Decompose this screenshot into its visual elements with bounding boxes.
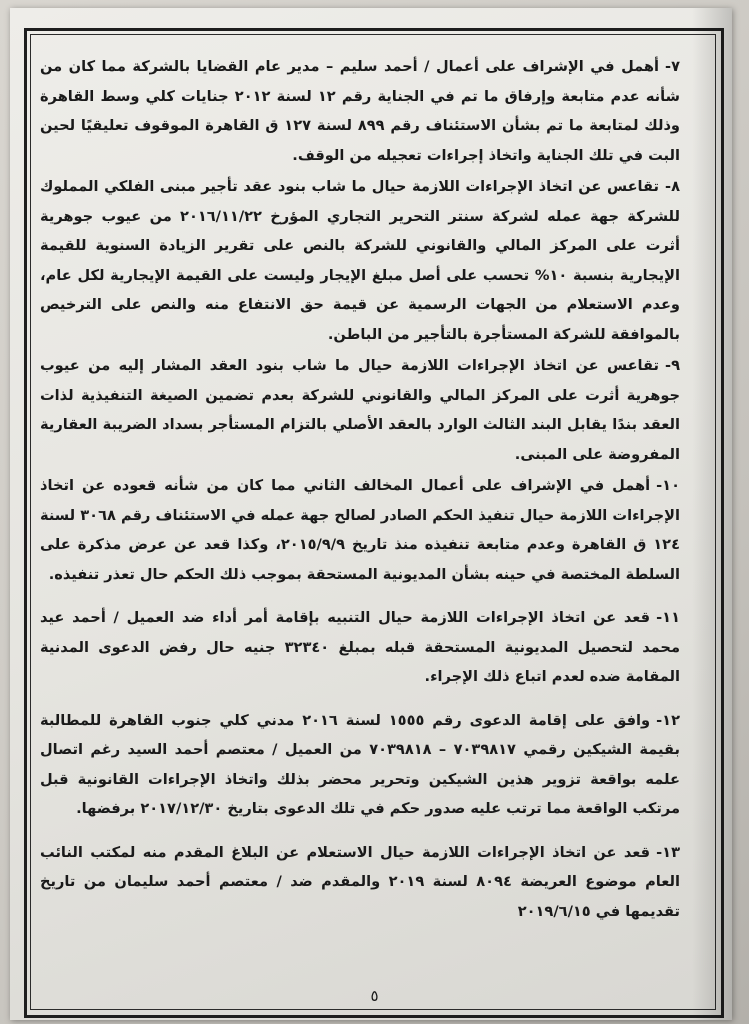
item-number: ١٠- xyxy=(656,477,680,494)
list-item-9 xyxy=(40,351,680,469)
item-text: أهمل في الإشراف على أعمال المخالف الثاني مما كان من شأنه قعوده عن اتخاذ الإجراءات اللازمة حيال تنفيذ الحكم الصادر لصالح جهة عمله في الاستئناف رقم ٣٠٦٨ لسنة ١٢٤ ق القاهرة وعدم متابعة تنفيذه منذ تاريخ ٢٠١٥/٩/٩، وكذا قعد عن عرض مذكرة على السلطة المختصة في حينه بشأن المديونية المستحقة بموجب ذلك الحكم حال تعذر تنفيذه. xyxy=(40,477,681,583)
item-text: قعد عن اتخاذ الإجراءات اللازمة حيال التنبيه بإقامة أمر أداء ضد العميل / أحمد عيد محمد لتحصيل المديونية المستحقة قبله بمبلغ ٣٢٣٤٠ جنيه حال رفض الدعوى المدنية المقامة ضده لعدم اتباع ذلك الإجراء. xyxy=(40,609,680,685)
list-item-13 xyxy=(40,838,680,927)
list-item-8 xyxy=(40,172,680,349)
list-item-11 xyxy=(40,603,680,692)
list-item-7 xyxy=(40,52,680,170)
item-number: ٨- xyxy=(665,178,680,195)
item-text: تقاعس عن اتخاذ الإجراءات اللازمة حيال ما شاب بنود عقد تأجير مبنى الفلكي المملوك للشركة جهة عمله لشركة سنتر التحرير التجاري المؤرخ ٢٠١٦/١١/٢٢ من عيوب جوهرية أثرت على المركز المالي والقانوني للشركة بالنص على تقرير الزيادة السنوية للقيمة الإيجارية بنسبة ١٠% تحسب على أصل مبلغ الإيجار وليست على القيمة الإيجارية لكل عام، وعدم الاستعلام من الجهات الرسمية عن قيمة حق الانتفاع منه والنص على الترخيص بالموافقة للشركة المستأجرة بالتأجير من الباطن. xyxy=(40,178,680,343)
item-text: قعد عن اتخاذ الإجراءات اللازمة حيال الاستعلام عن البلاغ المقدم منه لمكتب النائب العام موضوع العريضة ٨٠٩٤ لسنة ٢٠١٩ والمقدم ضد / معتصم أحمد سليمان من تاريخ تقديمها في ٢٠١٩/٦/١٥ xyxy=(40,843,680,920)
item-number: ٧- xyxy=(665,58,680,75)
list-item-12 xyxy=(40,706,680,824)
item-number: ١٣- xyxy=(656,843,680,861)
page-shadow xyxy=(692,8,732,1020)
item-text: أهمل في الإشراف على أعمال / أحمد سليم – مدير عام القضايا بالشركة مما كان من شأنه عدم متابعة وإرفاق ما تم في الجناية رقم ١٢ لسنة ٢٠١٢ جنايات كلي وسط القاهرة وذلك لمتابعة ما تم بشأن الاستئناف رقم ٨٩٩ لسنة ١٢٧ ق القاهرة الموقوف تعليقيًا لحين البت في تلك الجناية واتخاذ إجراءات تعجيله من الوقف. xyxy=(40,58,680,164)
list-item-10 xyxy=(40,471,680,589)
document-body xyxy=(40,52,680,928)
item-number: ١٢- xyxy=(656,711,680,729)
item-number: ٩- xyxy=(665,357,680,374)
item-number: ١١- xyxy=(656,609,680,626)
item-text: تقاعس عن اتخاذ الإجراءات اللازمة حيال ما شاب بنود العقد المشار إليه من عيوب جوهرية أثرت على المركز المالي والقانوني للشركة بعدم تضمين الصيغة التنفيذية لذات العقد بندًا يقابل البند الثالث الوارد بالعقد الأصلي بالتزام المستأجر بسداد الضريبة العقارية المفروضة على المبنى. xyxy=(40,357,680,463)
item-text: وافق على إقامة الدعوى رقم ١٥٥٥ لسنة ٢٠١٦ مدني كلي جنوب القاهرة للمطالبة بقيمة الشيكين رقمي ٧٠٣٩٨١٧ – ٧٠٣٩٨١٨ من العميل / معتصم أحمد السيد رغم اتصال علمه بواقعة تزوير هذين الشيكين وتحرير محضر بذلك واتخاذ الإجراءات القانونية قبل مرتكب الواقعة مما ترتب عليه صدور حكم في تلك الدعوى بتاريخ ٢٠١٧/١٢/٣٠ برفضها. xyxy=(40,711,680,817)
page-number: ٥ xyxy=(370,987,379,1005)
